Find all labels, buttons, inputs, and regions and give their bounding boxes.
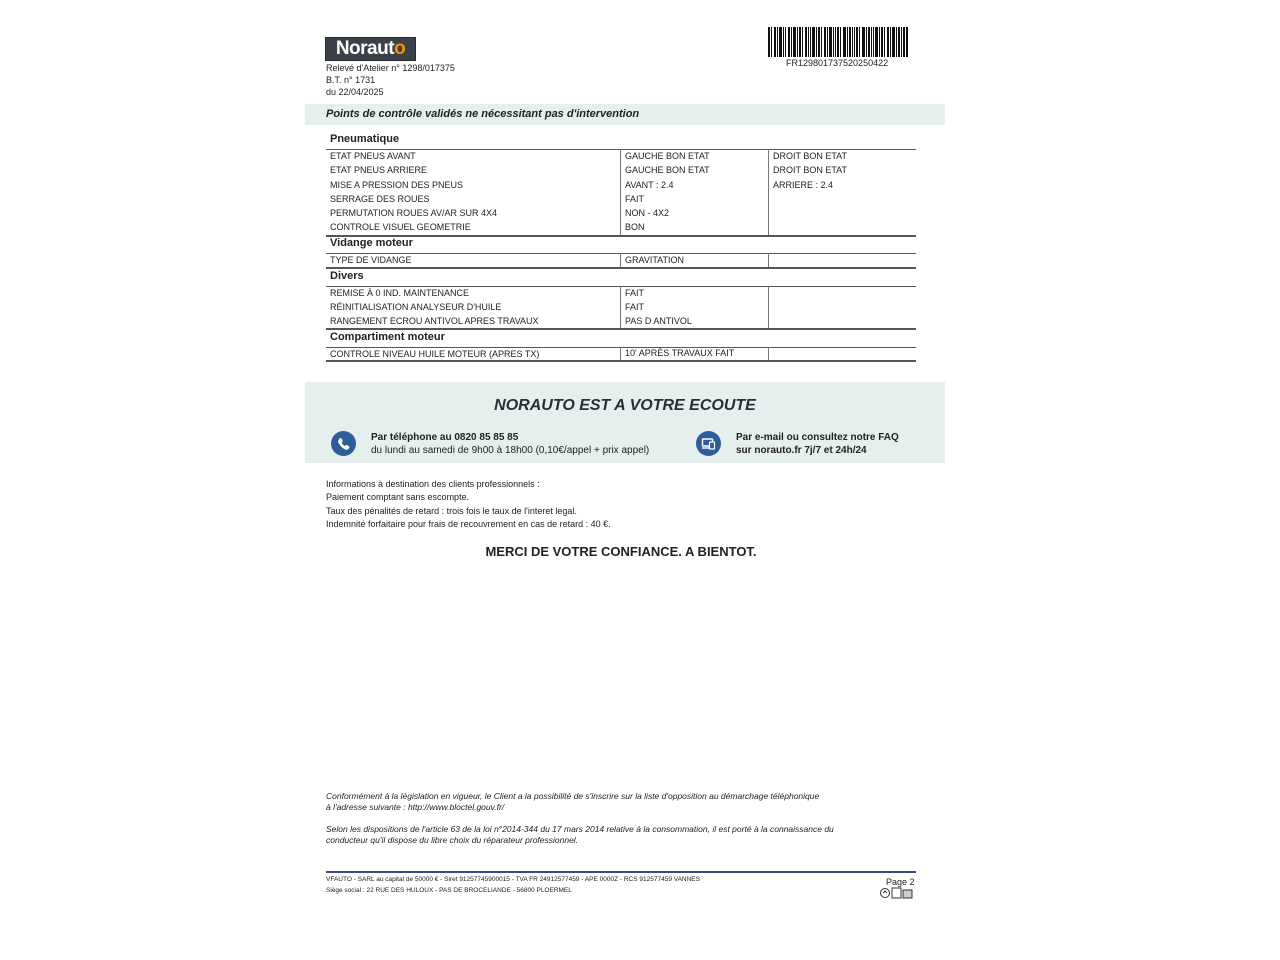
row-label: ETAT PNEUS ARRIERE	[330, 165, 428, 175]
divider	[768, 149, 769, 236]
row-value-left: PAS D ANTIVOL	[625, 316, 692, 326]
row-value-left: GRAVITATION	[625, 255, 685, 265]
row-value-left: FAIT	[625, 302, 645, 312]
barcode-number: FR129801737520250422	[786, 58, 889, 68]
row-label: CONTROLE NIVEAU HUILE MOTEUR (APRES TX)	[330, 349, 540, 359]
email-line-2: sur norauto.fr 7j/7 et 24h/24	[736, 445, 867, 456]
info-line: Paiement comptant sans escompte.	[326, 492, 470, 502]
row-value-left: FAIT	[625, 194, 645, 204]
contact-title: NORAUTO EST A VOTRE ECOUTE	[494, 397, 756, 414]
phone-line-1: Par téléphone au 0820 85 85 85	[371, 432, 519, 443]
divider	[620, 286, 621, 329]
row-label: CONTROLE VISUEL GEOMETRIE	[330, 222, 471, 232]
row-label: RÉINITIALISATION ANALYSEUR D'HUILE	[330, 302, 502, 312]
norauto-logo: Norauto	[325, 37, 416, 61]
divider	[326, 871, 916, 873]
row-value-left: 10' APRÈS TRAVAUX FAIT	[625, 348, 735, 358]
phone-icon	[331, 431, 356, 456]
row-value-left: NON - 4X2	[625, 208, 670, 218]
divider	[326, 347, 916, 348]
row-value-left: GAUCHE BON ETAT	[625, 165, 710, 175]
info-line: Informations à destination des clients professionnels :	[326, 479, 540, 489]
company-info: VFAUTO - SARL au capital de 50000 € - Siret 91257745900015 - TVA FR 24912577459 - APE 0000Z - RCS 912577459 VANNES	[326, 876, 700, 883]
divider	[768, 286, 769, 329]
computer-icon	[696, 431, 721, 456]
section-title-vidange: Vidange moteur	[330, 237, 413, 249]
divider	[326, 149, 916, 150]
company-address: Siège social : 22 RUE DES HULOUX - PAS DE BROCELIANDE - 56800 PLOERMEL	[326, 887, 572, 894]
row-label: ETAT PNEUS AVANT	[330, 151, 416, 161]
section-title-compartiment: Compartiment moteur	[330, 331, 445, 343]
phone-line-2: du lundi au samedi de 9h00 à 18h00 (0,10€/appel + prix appel)	[371, 445, 650, 456]
divider	[326, 235, 916, 237]
row-value-right: DROIT BON ETAT	[773, 151, 848, 161]
divider	[326, 253, 916, 254]
divider	[620, 149, 621, 236]
divider	[326, 360, 916, 362]
divider	[768, 253, 769, 268]
info-line: Indemnité forfaitaire pour frais de recouvrement en cas de retard : 40 €.	[326, 519, 611, 529]
section-title-divers: Divers	[330, 270, 364, 282]
row-value-left: GAUCHE BON ETAT	[625, 151, 710, 161]
email-contact	[736, 431, 899, 457]
row-label: TYPE DE VIDANGE	[330, 255, 412, 265]
legal-text: Conformément à la législation en vigueur, le Client a la possibilité de s'inscrire sur la liste d'opposition au démarchage téléphonique	[326, 791, 820, 801]
divider	[326, 267, 916, 269]
row-label: PERMUTATION ROUES AV/AR SUR 4X4	[330, 208, 498, 218]
info-line: Taux des pénalités de retard : trois fois le taux de l'interet legal.	[326, 506, 577, 516]
row-value-left: AVANT : 2.4	[625, 180, 674, 190]
phone-contact	[371, 431, 649, 457]
legal-text: à l'adresse suivante : http://www.bloctel.gouv.fr/	[326, 802, 505, 812]
row-value-right: DROIT BON ETAT	[773, 165, 848, 175]
control-points-title: Points de contrôle validés ne nécessitant pas d'intervention	[326, 108, 640, 120]
bt-number: B.T. n° 1731	[326, 75, 376, 85]
legal-text: Selon les dispositions de l'article 63 de la loi n°2014-344 du 17 mars 2014 relative à la consommation, il est porté à la connaissance du	[326, 824, 834, 834]
row-value-left: BON	[625, 222, 645, 232]
row-label: SERRAGE DES ROUES	[330, 194, 430, 204]
row-value-right: ARRIERE : 2.4	[773, 180, 834, 190]
page-number: Page 2	[886, 877, 915, 887]
releve-date: du 22/04/2025	[326, 87, 384, 97]
section-title-pneumatique: Pneumatique	[330, 133, 400, 145]
thank-you-message: MERCI DE VOTRE CONFIANCE. A BIENTOT.	[485, 544, 757, 559]
divider	[620, 253, 621, 268]
divider	[326, 328, 916, 330]
divider	[326, 286, 916, 287]
row-label: REMISE À 0 IND. MAINTENANCE	[330, 288, 470, 298]
email-line-1: Par e-mail ou consultez notre FAQ	[736, 432, 899, 443]
divider	[620, 347, 621, 361]
row-label: RANGEMENT ECROU ANTIVOL APRES TRAVAUX	[330, 316, 539, 326]
barcode	[768, 27, 908, 57]
recycle-icon	[880, 887, 914, 899]
divider	[768, 347, 769, 361]
row-label: MISE A PRESSION DES PNEUS	[330, 180, 464, 190]
releve-number: Relevé d'Atelier n° 1298/017375	[326, 63, 455, 73]
row-value-left: FAIT	[625, 288, 645, 298]
legal-text: conducteur qu'il dispose du libre choix du réparateur professionnel.	[326, 835, 579, 845]
